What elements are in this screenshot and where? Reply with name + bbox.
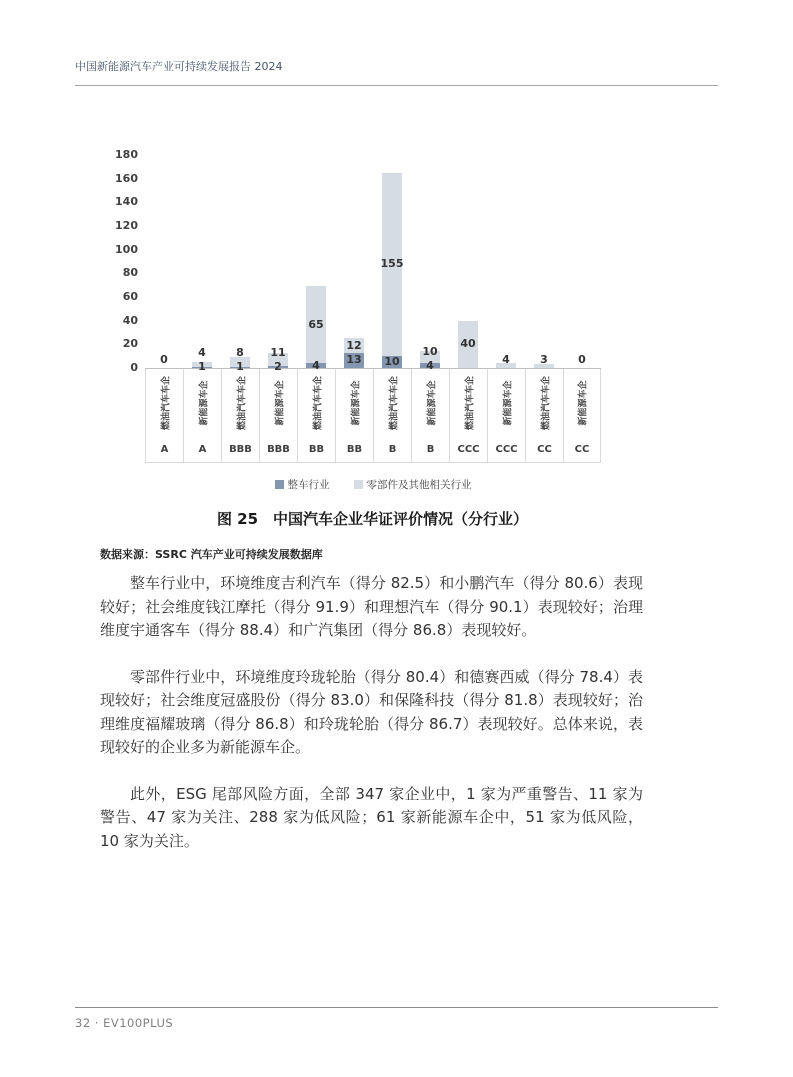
rating-label-cell: CCC <box>487 437 525 463</box>
rating-label-cell: CC <box>563 437 601 463</box>
data-label-parts: 155 <box>380 257 404 271</box>
sub-label-cell <box>335 369 373 437</box>
chart-column <box>411 155 449 372</box>
rating-label-cell: BBB <box>221 437 259 463</box>
chart-plot-area <box>145 155 601 374</box>
data-label-vehicle: 1 <box>198 360 206 374</box>
y-axis-tick: 100 <box>115 242 138 256</box>
data-label-parts: 65 <box>308 317 324 331</box>
y-axis-tick: 20 <box>122 337 138 351</box>
y-axis-tick: 80 <box>122 266 138 280</box>
chart-column <box>373 155 411 368</box>
data-label-vehicle: 4 <box>312 358 320 372</box>
chart-column <box>563 155 601 368</box>
page-number: 32 · EV100PLUS <box>75 1016 174 1030</box>
sub-label-cell <box>373 369 411 437</box>
sub-label-text: 新能源车企 <box>427 380 437 426</box>
data-label-parts: 10 <box>422 344 438 358</box>
chart-column <box>183 155 221 374</box>
legend-swatch-icon <box>275 480 284 489</box>
sub-label-text: 燃油汽车车企 <box>541 375 551 431</box>
chart-column <box>145 155 183 368</box>
x-axis-sub-labels <box>145 369 601 437</box>
data-label-parts: 4 <box>198 346 206 360</box>
rating-label-cell: CC <box>525 437 563 463</box>
rating-label-cell: BBB <box>259 437 297 463</box>
legend-label: 整车行业 <box>287 479 330 491</box>
rating-label-cell: A <box>145 437 183 463</box>
sub-label-cell <box>259 369 297 437</box>
sub-label-text: 燃油汽车车企 <box>465 375 475 431</box>
rating-label-cell: B <box>411 437 449 463</box>
data-label-zero: 0 <box>578 353 586 366</box>
sub-label-text: 燃油汽车车企 <box>161 375 171 431</box>
figure-caption: 图 25 中国汽车企业华证评价情况（分行业） <box>216 510 529 528</box>
y-axis-tick: 160 <box>115 171 138 185</box>
paragraph-3: 此外，ESG 尾部风险方面，全部 347 家企业中，1 家为严重警告、11 家为警告、47 家为关注、288 家为低风险；61 家新能源车企中，51 家为低风险，10 家为关注。 <box>100 784 643 850</box>
data-label-vehicle: 10 <box>384 355 400 369</box>
sub-label-text: 新能源车企 <box>503 380 513 426</box>
rating-label-cell: B <box>373 437 411 463</box>
page-header <box>75 58 718 86</box>
data-label-vehicle: 13 <box>346 353 362 367</box>
y-axis-tick: 120 <box>115 219 138 232</box>
body-text <box>100 572 643 876</box>
report-title: 中国新能源汽车产业可持续发展报告 2024 <box>75 60 283 73</box>
chart-column <box>487 155 525 368</box>
data-label-parts: 12 <box>346 338 362 352</box>
rating-label-cell: BB <box>335 437 373 463</box>
paragraph-2: 零部件行业中，环境维度玲珑轮胎（得分 80.4）和德赛西威（得分 78.4）表现较好；社会维度冠盛股份（得分 83.0）和保隆科技（得分 81.8）表现较好；治理维度福耀玻璃（得分 86.8）和玲珑轮胎（得分 86.7）表现较好。总体来说，表现较好的企业多为新能源车企。 <box>100 667 643 756</box>
paragraph-1: 整车行业中，环境维度吉利汽车（得分 82.5）和小鹏汽车（得分 80.6）表现较好；社会维度钱江摩托（得分 91.9）和理想汽车（得分 90.1）表现较好；治理维度宇通客车（得分 88.4）和广汽集团（得分 86.8）表现较好。 <box>100 574 643 639</box>
sub-label-text: 燃油汽车车企 <box>313 375 323 431</box>
sub-label-cell <box>525 369 563 437</box>
y-axis-tick: 180 <box>115 148 138 161</box>
data-label-vehicle: 2 <box>274 359 282 373</box>
legend-item <box>275 477 330 492</box>
sub-label-cell <box>487 369 525 437</box>
stacked-bar-chart <box>108 147 608 507</box>
y-axis-tick: 0 <box>130 361 138 374</box>
sub-label-text: 新能源车企 <box>275 380 285 426</box>
x-axis-rating-labels <box>145 437 601 463</box>
legend-swatch-icon <box>354 480 363 489</box>
sub-label-text: 新能源车企 <box>578 380 589 426</box>
data-source-note: 数据来源：SSRC 汽车产业可持续发展数据库 <box>100 548 323 561</box>
chart-column <box>221 155 259 374</box>
sub-label-cell <box>449 369 487 437</box>
rating-label-cell: CCC <box>449 437 487 463</box>
rating-label-cell: BB <box>297 437 335 463</box>
sub-label-text: 新能源车企 <box>199 380 209 426</box>
chart-column <box>259 155 297 373</box>
chart-column <box>297 155 335 372</box>
sub-label-cell <box>221 369 259 437</box>
chart-column <box>335 155 373 368</box>
data-label-vehicle: 4 <box>426 358 434 372</box>
chart-column <box>449 155 487 368</box>
sub-label-cell <box>297 369 335 437</box>
sub-label-cell <box>563 369 601 437</box>
data-label-parts: 40 <box>460 337 476 351</box>
sub-label-cell <box>411 369 449 437</box>
y-axis-tick: 60 <box>122 290 138 303</box>
legend-item <box>354 477 472 492</box>
sub-label-text: 燃油汽车车企 <box>389 375 399 431</box>
data-label-vehicle: 1 <box>236 360 244 374</box>
data-label-parts: 3 <box>540 353 548 366</box>
data-label-parts: 11 <box>270 345 286 359</box>
data-label-parts: 4 <box>502 353 510 366</box>
sub-label-cell <box>183 369 221 437</box>
page-footer <box>75 1007 718 1030</box>
rating-label-cell: A <box>183 437 221 463</box>
data-label-parts: 8 <box>236 346 244 360</box>
chart-column <box>525 155 563 368</box>
sub-label-text: 新能源车企 <box>351 380 361 426</box>
y-axis-tick: 40 <box>122 313 138 327</box>
legend-label: 零部件及其他相关行业 <box>366 479 472 491</box>
y-axis-tick: 140 <box>115 195 138 209</box>
data-label-zero: 0 <box>160 353 168 366</box>
chart-legend <box>145 477 601 492</box>
sub-label-text: 燃油汽车车企 <box>237 375 247 431</box>
sub-label-cell <box>145 369 183 437</box>
